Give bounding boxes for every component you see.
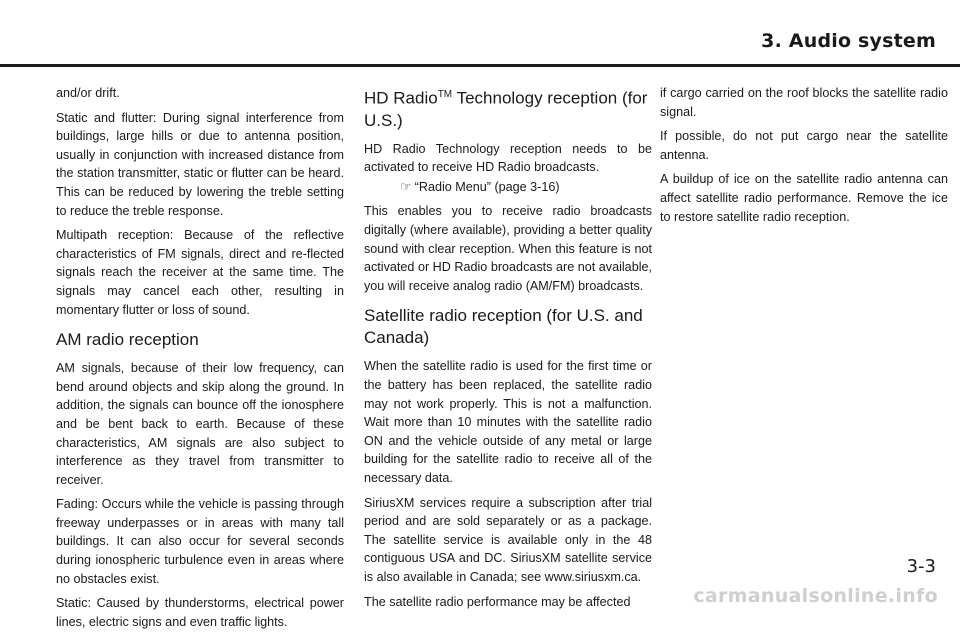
pointing-hand-icon: ☞ (400, 178, 412, 194)
page-number: 3-3 (906, 556, 936, 577)
cross-reference-text: “Radio Menu” (page 3-16) (414, 179, 560, 194)
paragraph: When the satellite radio is used for the first time or the battery has been replaced, the satellite radio may not work properly. This is not a malfunction. Wait more than 10 minutes with the satellite radio ON and the vehicle outside of any metal or large building for the satellite radio to receive all of the necessary data. (364, 359, 652, 485)
paragraph (364, 140, 652, 197)
paragraph: Fading: Occurs while the vehicle is passing through freeway underpasses or in areas with many tall buildings. It can also occur for several seconds during ionospheric turbulence even in areas where no obstacles exist. (56, 497, 344, 586)
paragraph: The satellite radio performance may be affected (364, 594, 631, 609)
section-title: 3. Audio system (761, 30, 936, 52)
paragraph: Multipath reception: Because of the reflective characteristics of FM signals, direct and re-flected signals reach the receiver at the same time. The signals may cancel each other, resulting in momentary flutter or loss of sound. (56, 228, 344, 317)
column-1 (56, 84, 344, 637)
trademark-mark: TM (437, 89, 453, 100)
watermark: carmanualsonline.info (693, 585, 938, 607)
paragraph: and/or drift. (56, 86, 120, 100)
paragraph: SiriusXM services require a subscription after trial period and are sold separately or as a package. The satellite service is available only in the 48 contiguous USA and DC. SiriusXM satellite service is also available in Canada; see www.siriusxm.ca. (364, 495, 652, 584)
heading-satellite-radio: Satellite radio reception (for U.S. and Canada) (364, 306, 643, 348)
column-2 (364, 84, 652, 617)
column-3 (660, 84, 948, 232)
paragraph: if cargo carried on the roof blocks the satellite radio signal. (660, 86, 948, 119)
paragraph: If possible, do not put cargo near the satellite antenna. (660, 129, 948, 162)
heading-hd-radio-part1: HD Radio (364, 88, 438, 108)
paragraph: AM signals, because of their low frequency, can bend around objects and skip along the ground. In addition, the signals can bounce off the ionosphere and be bent back to earth. Because of these characteristics, AM signals are also subject to interference as they travel from transmitter to receiver. (56, 361, 344, 487)
heading-am-radio: AM radio reception (56, 330, 199, 350)
paragraph: Static and flutter: During signal interference from buildings, large hills or due to antenna position, usually in conjunction with increased distance from the station transmitter, static or flutter can be heard. This can be reduced by lowering the treble setting to reduce the treble response. (56, 110, 344, 218)
paragraph: A buildup of ice on the satellite radio antenna can affect satellite radio performance. Remove the ice to restore satellite radio reception. (660, 172, 948, 224)
heading-hd-radio-part2: Technology reception (for U.S.) (364, 88, 648, 130)
paragraph: Static: Caused by thunderstorms, electrical power lines, electric signs and even traffic lights. (56, 596, 344, 629)
paragraph-text: HD Radio Technology reception needs to be activated to receive HD Radio broadcasts. (364, 141, 652, 175)
paragraph: This enables you to receive radio broadcasts digitally (where available), providing a better quality sound with clear reception. When this feature is not activated or HD Radio broadcasts are not available, you will receive analog radio (AM/FM) broadcasts. (364, 204, 652, 293)
header-divider (0, 64, 960, 67)
cross-reference[interactable] (364, 178, 652, 197)
heading-hd-radio (364, 84, 652, 132)
